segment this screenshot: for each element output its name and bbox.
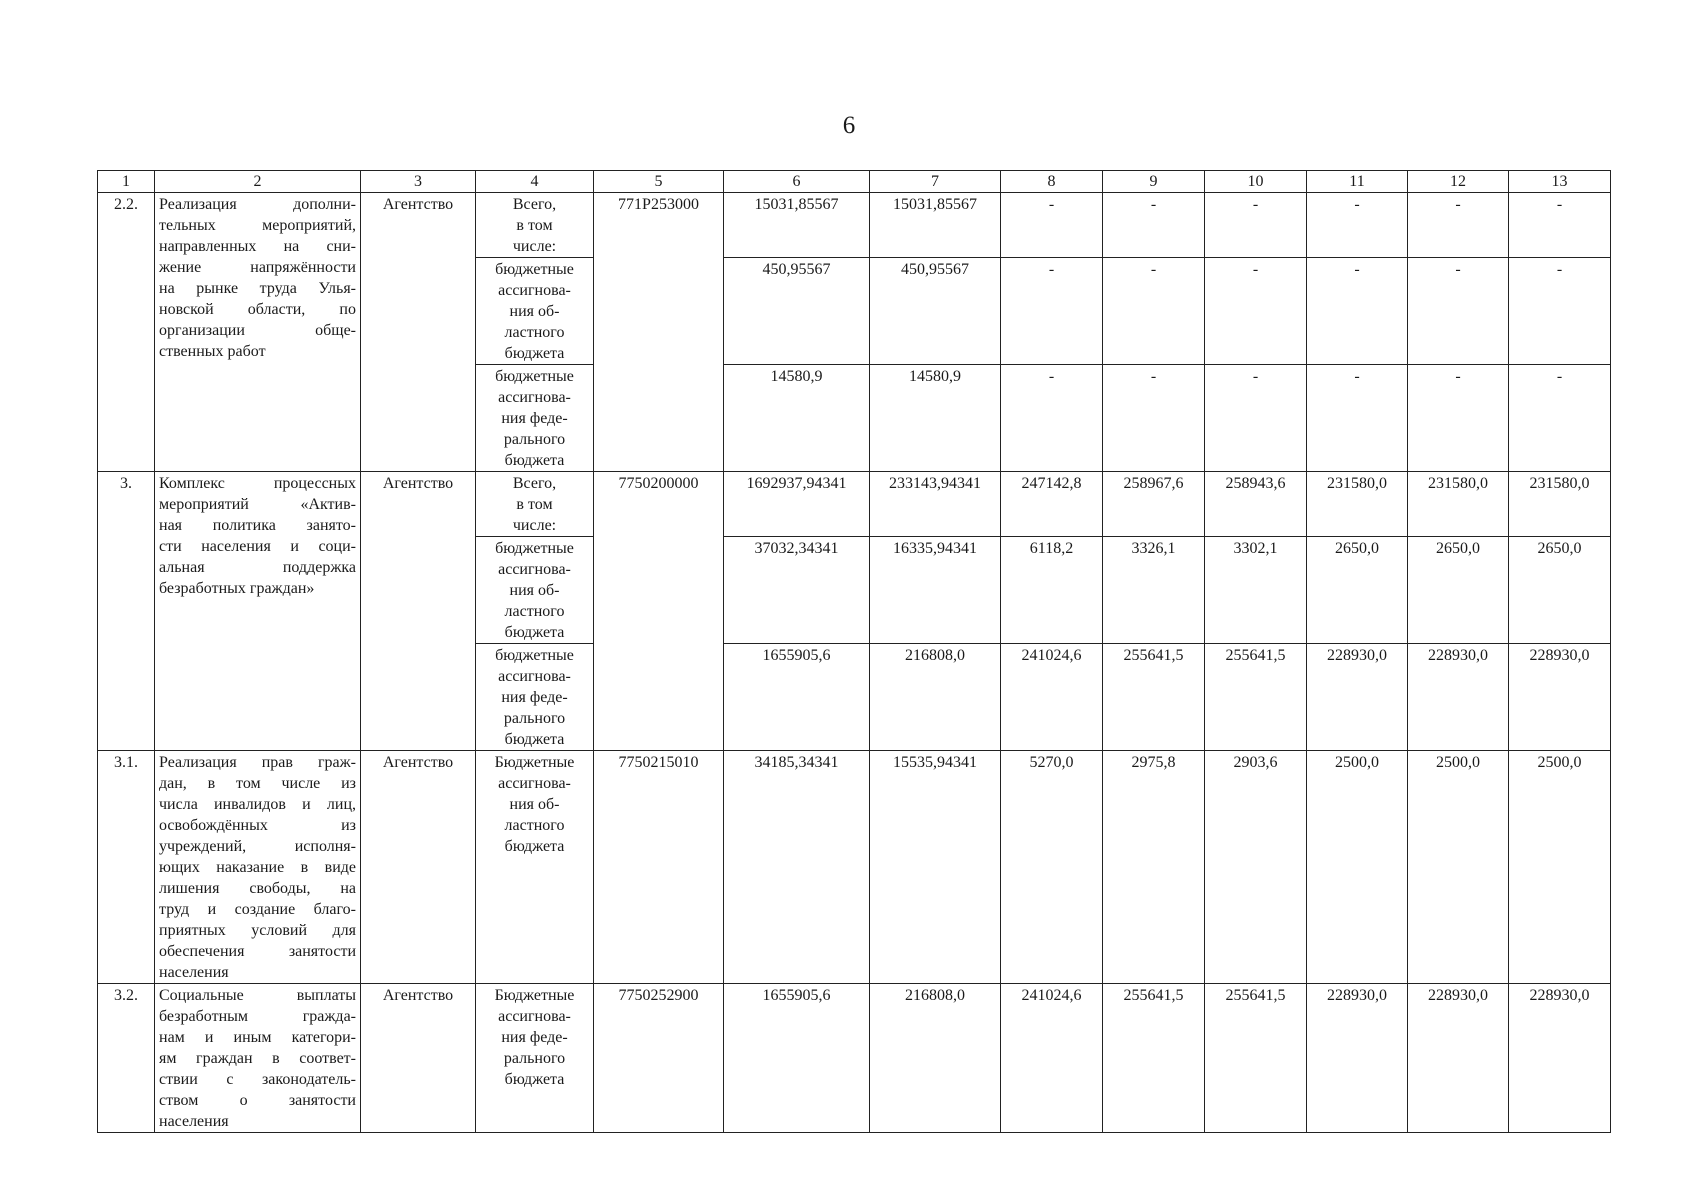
funding-source-line: числе:	[512, 517, 557, 534]
funding-source-line: бюджетные	[495, 261, 574, 278]
amount-cell: 2903,6	[1205, 751, 1307, 984]
amount-cell: 2500,0	[1509, 751, 1611, 984]
empty-value-cell: -	[1103, 365, 1205, 472]
funding-source-cell	[476, 984, 594, 1133]
funding-source-line: ния об-	[509, 303, 560, 320]
empty-value-cell: -	[1205, 258, 1307, 365]
amount-cell: 1692937,94341	[724, 472, 870, 537]
empty-value-cell: -	[1509, 258, 1611, 365]
amount-cell: 2500,0	[1408, 751, 1509, 984]
amount-cell: 37032,34341	[724, 537, 870, 644]
empty-value-cell: -	[1205, 193, 1307, 258]
header-cell: 10	[1205, 171, 1307, 193]
amount-cell: 3326,1	[1103, 537, 1205, 644]
measure-name-line: ствии с законодатель-	[159, 1071, 356, 1088]
funding-source-line: ассигнова-	[498, 775, 571, 792]
amount-cell: 255641,5	[1205, 984, 1307, 1133]
measure-name-line: сти населения и соци-	[159, 538, 356, 555]
header-cell: 9	[1103, 171, 1205, 193]
amount-cell: 2500,0	[1307, 751, 1408, 984]
measure-name-line: Комплекс процессных	[159, 475, 356, 492]
funding-source-line: бюджетные	[495, 368, 574, 385]
empty-value-cell: -	[1408, 258, 1509, 365]
measure-name-cell	[155, 193, 361, 472]
amount-cell: 1655905,6	[724, 644, 870, 751]
funding-source-line: ассигнова-	[498, 1008, 571, 1025]
responsible-agency-cell: Агентство	[361, 751, 476, 984]
budget-code-cell: 771P253000	[594, 193, 724, 472]
page-number: 6	[842, 112, 856, 139]
table-body	[98, 171, 1611, 1133]
amount-cell: 15031,85567	[870, 193, 1001, 258]
empty-value-cell: -	[1001, 193, 1103, 258]
measure-name-line: новской области, по	[159, 301, 356, 318]
amount-cell: 450,95567	[870, 258, 1001, 365]
header-cell: 11	[1307, 171, 1408, 193]
measure-name-line: обеспечения занятости	[159, 943, 356, 960]
empty-value-cell: -	[1307, 193, 1408, 258]
funding-source-line: ния феде-	[501, 689, 568, 706]
header-cell: 13	[1509, 171, 1611, 193]
funding-source-cell	[476, 537, 594, 644]
amount-cell: 2650,0	[1307, 537, 1408, 644]
table-row	[98, 751, 1611, 984]
empty-value-cell: -	[1205, 365, 1307, 472]
amount-cell: 228930,0	[1408, 644, 1509, 751]
budget-code-cell: 7750215010	[594, 751, 724, 984]
table-row	[98, 984, 1611, 1133]
amount-cell: 16335,94341	[870, 537, 1001, 644]
amount-cell: 216808,0	[870, 984, 1001, 1133]
funding-source-line: рального	[503, 710, 566, 727]
amount-cell: 2650,0	[1408, 537, 1509, 644]
table-row	[98, 193, 1611, 258]
amount-cell: 247142,8	[1001, 472, 1103, 537]
measure-name-line: учреждений, исполня-	[159, 838, 356, 855]
row-number-cell: 3.2.	[98, 984, 155, 1133]
amount-cell: 34185,34341	[724, 751, 870, 984]
funding-source-line: Всего,	[512, 196, 557, 213]
row-number-cell: 3.	[98, 472, 155, 751]
amount-cell: 2975,8	[1103, 751, 1205, 984]
empty-value-cell: -	[1103, 193, 1205, 258]
header-cell: 2	[155, 171, 361, 193]
measure-name-line: лишения свободы, на	[159, 880, 356, 897]
header-cell: 12	[1408, 171, 1509, 193]
funding-source-line: ния феде-	[501, 410, 568, 427]
measure-name-line: ством о занятости	[159, 1092, 356, 1109]
budget-code-cell: 7750252900	[594, 984, 724, 1133]
measure-name-line: на рынке труда Улья-	[159, 280, 356, 297]
table-row	[98, 472, 1611, 537]
empty-value-cell: -	[1001, 258, 1103, 365]
funding-source-line: ластного	[504, 603, 565, 620]
empty-value-cell: -	[1509, 365, 1611, 472]
header-cell: 7	[870, 171, 1001, 193]
amount-cell: 228930,0	[1408, 984, 1509, 1133]
measure-name-line: ная политика занято-	[159, 517, 356, 534]
amount-cell: 6118,2	[1001, 537, 1103, 644]
funding-source-line: бюджетные	[495, 540, 574, 557]
program-table	[97, 170, 1611, 1133]
empty-value-cell: -	[1307, 365, 1408, 472]
measure-name-line: труд и создание благо-	[159, 901, 356, 918]
measure-name-cell	[155, 984, 361, 1133]
header-cell: 8	[1001, 171, 1103, 193]
funding-source-line: ластного	[504, 817, 565, 834]
measure-name-line: ющих наказание в виде	[159, 859, 356, 876]
funding-source-line: бюджета	[504, 345, 565, 362]
amount-cell: 14580,9	[724, 365, 870, 472]
amount-cell: 258943,6	[1205, 472, 1307, 537]
row-number-cell: 2.2.	[98, 193, 155, 472]
responsible-agency-cell: Агентство	[361, 472, 476, 751]
funding-source-line: в том	[516, 217, 553, 234]
measure-name-line: освобождённых из	[159, 817, 356, 834]
amount-cell: 228930,0	[1509, 644, 1611, 751]
funding-source-line: Бюджетные	[494, 754, 575, 771]
measure-name-line: альная поддержка	[159, 559, 356, 576]
measure-name-line: Реализация прав граж-	[159, 754, 356, 771]
funding-source-cell	[476, 644, 594, 751]
measure-name-line: ям граждан в соответ-	[159, 1050, 356, 1067]
funding-source-line: ассигнова-	[498, 668, 571, 685]
amount-cell: 241024,6	[1001, 984, 1103, 1133]
measure-name-line: безработных граждан»	[159, 580, 315, 597]
amount-cell: 1655905,6	[724, 984, 870, 1133]
measure-name-line: Социальные выплаты	[159, 987, 356, 1004]
header-cell: 4	[476, 171, 594, 193]
funding-source-line: ния феде-	[501, 1029, 568, 1046]
measure-name-line: дан, в том числе из	[159, 775, 356, 792]
amount-cell: 450,95567	[724, 258, 870, 365]
header-cell: 3	[361, 171, 476, 193]
empty-value-cell: -	[1509, 193, 1611, 258]
measure-name-line: нам и иным категори-	[159, 1029, 356, 1046]
amount-cell: 15031,85567	[724, 193, 870, 258]
empty-value-cell: -	[1408, 193, 1509, 258]
funding-source-line: бюджетные	[495, 647, 574, 664]
amount-cell: 241024,6	[1001, 644, 1103, 751]
funding-source-line: Бюджетные	[494, 987, 575, 1004]
responsible-agency-cell: Агентство	[361, 193, 476, 472]
header-cell: 6	[724, 171, 870, 193]
measure-name-line: населения	[159, 1113, 229, 1130]
header-cell: 1	[98, 171, 155, 193]
amount-cell: 231580,0	[1509, 472, 1611, 537]
funding-source-line: ассигнова-	[498, 561, 571, 578]
funding-source-line: Всего,	[512, 475, 557, 492]
funding-source-line: ассигнова-	[498, 282, 571, 299]
funding-source-line: рального	[503, 1050, 566, 1067]
funding-source-line: бюджета	[504, 838, 565, 855]
amount-cell: 2650,0	[1509, 537, 1611, 644]
amount-cell: 228930,0	[1307, 984, 1408, 1133]
amount-cell: 255641,5	[1205, 644, 1307, 751]
measure-name-line: Реализация дополни-	[159, 196, 356, 213]
measure-name-cell	[155, 751, 361, 984]
measure-name-line: организации обще-	[159, 322, 356, 339]
row-number-cell: 3.1.	[98, 751, 155, 984]
measure-name-cell	[155, 472, 361, 751]
amount-cell: 5270,0	[1001, 751, 1103, 984]
amount-cell: 231580,0	[1408, 472, 1509, 537]
funding-source-line: в том	[516, 496, 553, 513]
amount-cell: 216808,0	[870, 644, 1001, 751]
empty-value-cell: -	[1103, 258, 1205, 365]
measure-name-line: жение напряжённости	[159, 259, 356, 276]
amount-cell: 255641,5	[1103, 644, 1205, 751]
funding-source-line: бюджета	[504, 452, 565, 469]
funding-source-line: бюджета	[504, 731, 565, 748]
measure-name-line: тельных мероприятий,	[159, 217, 356, 234]
measure-name-line: мероприятий «Актив-	[159, 496, 356, 513]
measure-name-line: ственных работ	[159, 343, 266, 360]
funding-source-line: ния об-	[509, 796, 560, 813]
amount-cell: 258967,6	[1103, 472, 1205, 537]
amount-cell: 233143,94341	[870, 472, 1001, 537]
empty-value-cell: -	[1001, 365, 1103, 472]
header-cell: 5	[594, 171, 724, 193]
funding-source-line: ния об-	[509, 582, 560, 599]
funding-source-cell	[476, 751, 594, 984]
amount-cell: 228930,0	[1307, 644, 1408, 751]
funding-source-line: ластного	[504, 324, 565, 341]
amount-cell: 15535,94341	[870, 751, 1001, 984]
amount-cell: 228930,0	[1509, 984, 1611, 1133]
funding-source-cell	[476, 365, 594, 472]
funding-source-cell	[476, 258, 594, 365]
empty-value-cell: -	[1408, 365, 1509, 472]
header-row	[98, 171, 1611, 193]
funding-source-line: бюджета	[504, 1071, 565, 1088]
amount-cell: 14580,9	[870, 365, 1001, 472]
funding-source-cell	[476, 193, 594, 258]
empty-value-cell: -	[1307, 258, 1408, 365]
funding-source-line: числе:	[512, 238, 557, 255]
measure-name-line: числа инвалидов и лиц,	[159, 796, 356, 813]
funding-source-cell	[476, 472, 594, 537]
measure-name-line: приятных условий для	[159, 922, 356, 939]
amount-cell: 231580,0	[1307, 472, 1408, 537]
measure-name-line: населения	[159, 964, 229, 981]
responsible-agency-cell: Агентство	[361, 984, 476, 1133]
funding-source-line: рального	[503, 431, 566, 448]
funding-source-line: бюджета	[504, 624, 565, 641]
amount-cell: 255641,5	[1103, 984, 1205, 1133]
funding-source-line: ассигнова-	[498, 389, 571, 406]
measure-name-line: направленных на сни-	[159, 238, 356, 255]
amount-cell: 3302,1	[1205, 537, 1307, 644]
measure-name-line: безработным гражда-	[159, 1008, 356, 1025]
budget-code-cell: 7750200000	[594, 472, 724, 751]
